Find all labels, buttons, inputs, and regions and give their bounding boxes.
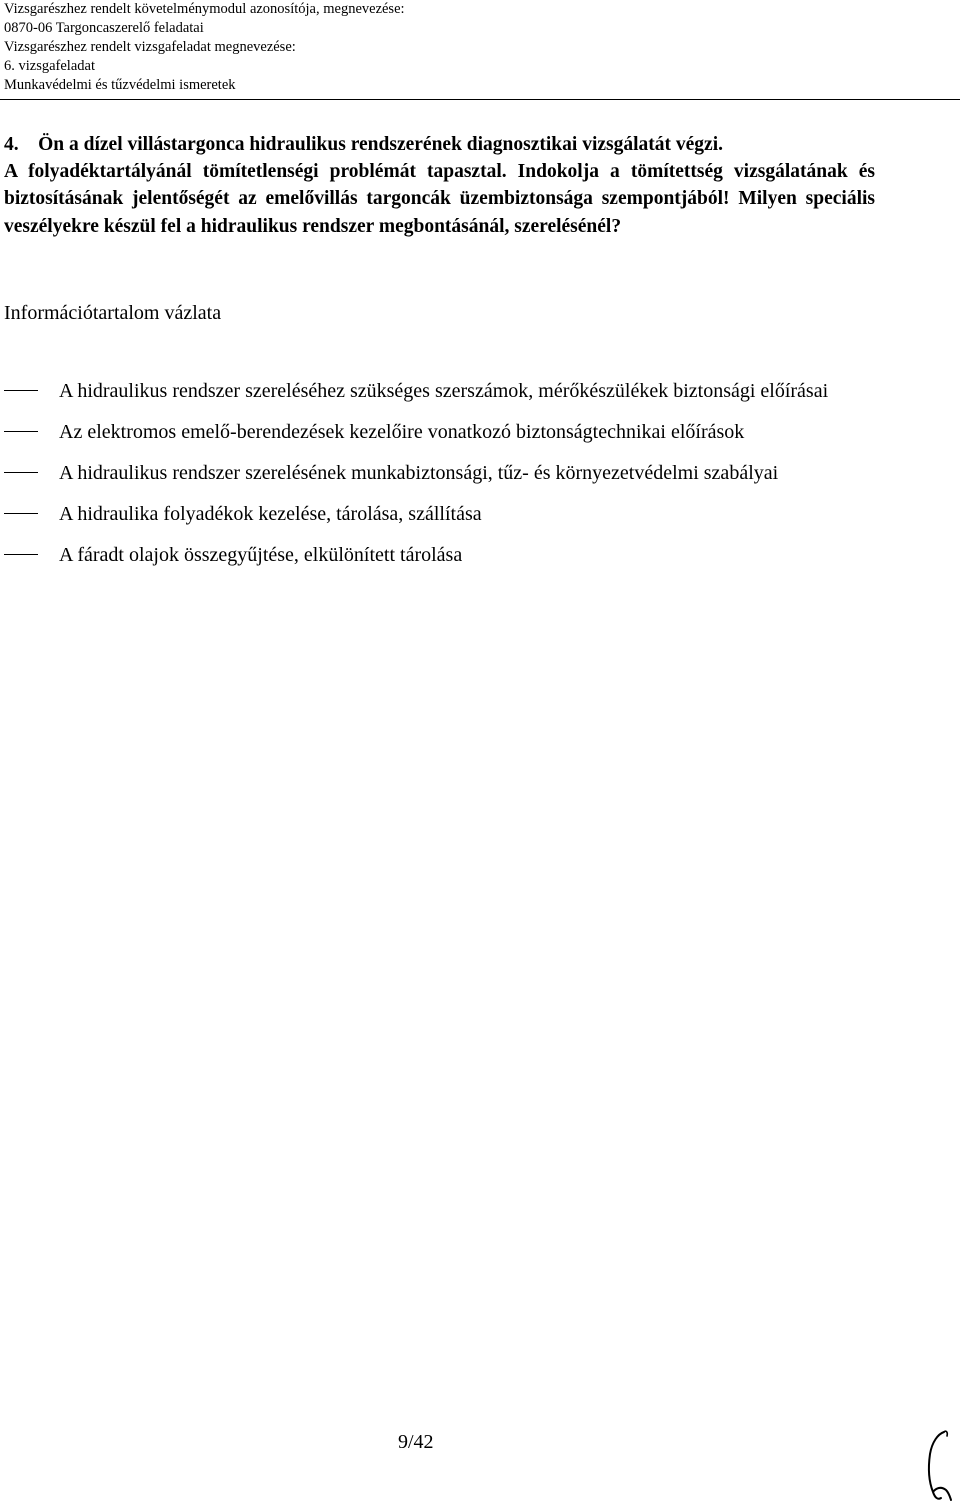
list-item-text: A hidraulika folyadékok kezelése, tárolása, szállítása [59,503,482,525]
list-item [4,453,904,494]
document-header [4,0,405,95]
list-item [4,412,904,453]
dash-bullet-icon [4,554,38,555]
header-divider [0,99,960,100]
dash-bullet-icon [4,513,38,514]
list-item-text: A hidraulikus rendszer szereléséhez szükséges szerszámok, mérőkészülékek biztonsági előírásai [59,380,829,402]
section-title: Információtartalom vázlata [4,302,222,324]
list-item [4,494,904,535]
dash-bullet-icon [4,431,38,432]
header-task-number: 6. vizsgafeladat [4,58,95,74]
header-module-name: 0870-06 Targoncaszerelő feladatai [4,20,204,36]
list-item-text: Az elektromos emelő-berendezések kezelőire vonatkozó biztonságtechnikai előírások [59,421,745,443]
list-item [4,371,904,412]
signature-mark-icon [920,1418,960,1503]
dash-bullet-icon [4,390,38,391]
header-task-label: Vizsgarészhez rendelt vizsgafeladat megnevezése: [4,39,296,55]
list-item-text: A hidraulikus rendszer szerelésének munkabiztonsági, tűz- és környezetvédelmi szabályai [59,462,779,484]
dash-bullet-icon [4,472,38,473]
header-task-name: Munkavédelmi és tűzvédelmi ismeretek [4,77,236,93]
header-module-label: Vizsgarészhez rendelt követelménymodul azonosítója, megnevezése: [4,1,405,17]
list-item-text: A fáradt olajok összegyűjtése, elkülönített tárolása [59,544,463,566]
list-item [4,535,904,576]
outline-list [4,371,904,576]
question-first-line: 4. Ön a dízel villástargonca hidraulikus rendszerének diagnosztikai vizsgálatát végzi. [4,134,723,155]
question-block [4,131,875,240]
page-number: 9/42 [398,1431,434,1453]
question-text: A folyadéktartályánál tömítetlenségi problémát tapasztal. Indokolja a tömítettség vizsgálatának és biztosításának jelentőségét az emelővillás targoncák üzembiztonsága szempontjából! Milyen speciális veszélyekre készül fel a hidraulikus rendszer megbontásánál, szerelésénél? [4,161,875,237]
